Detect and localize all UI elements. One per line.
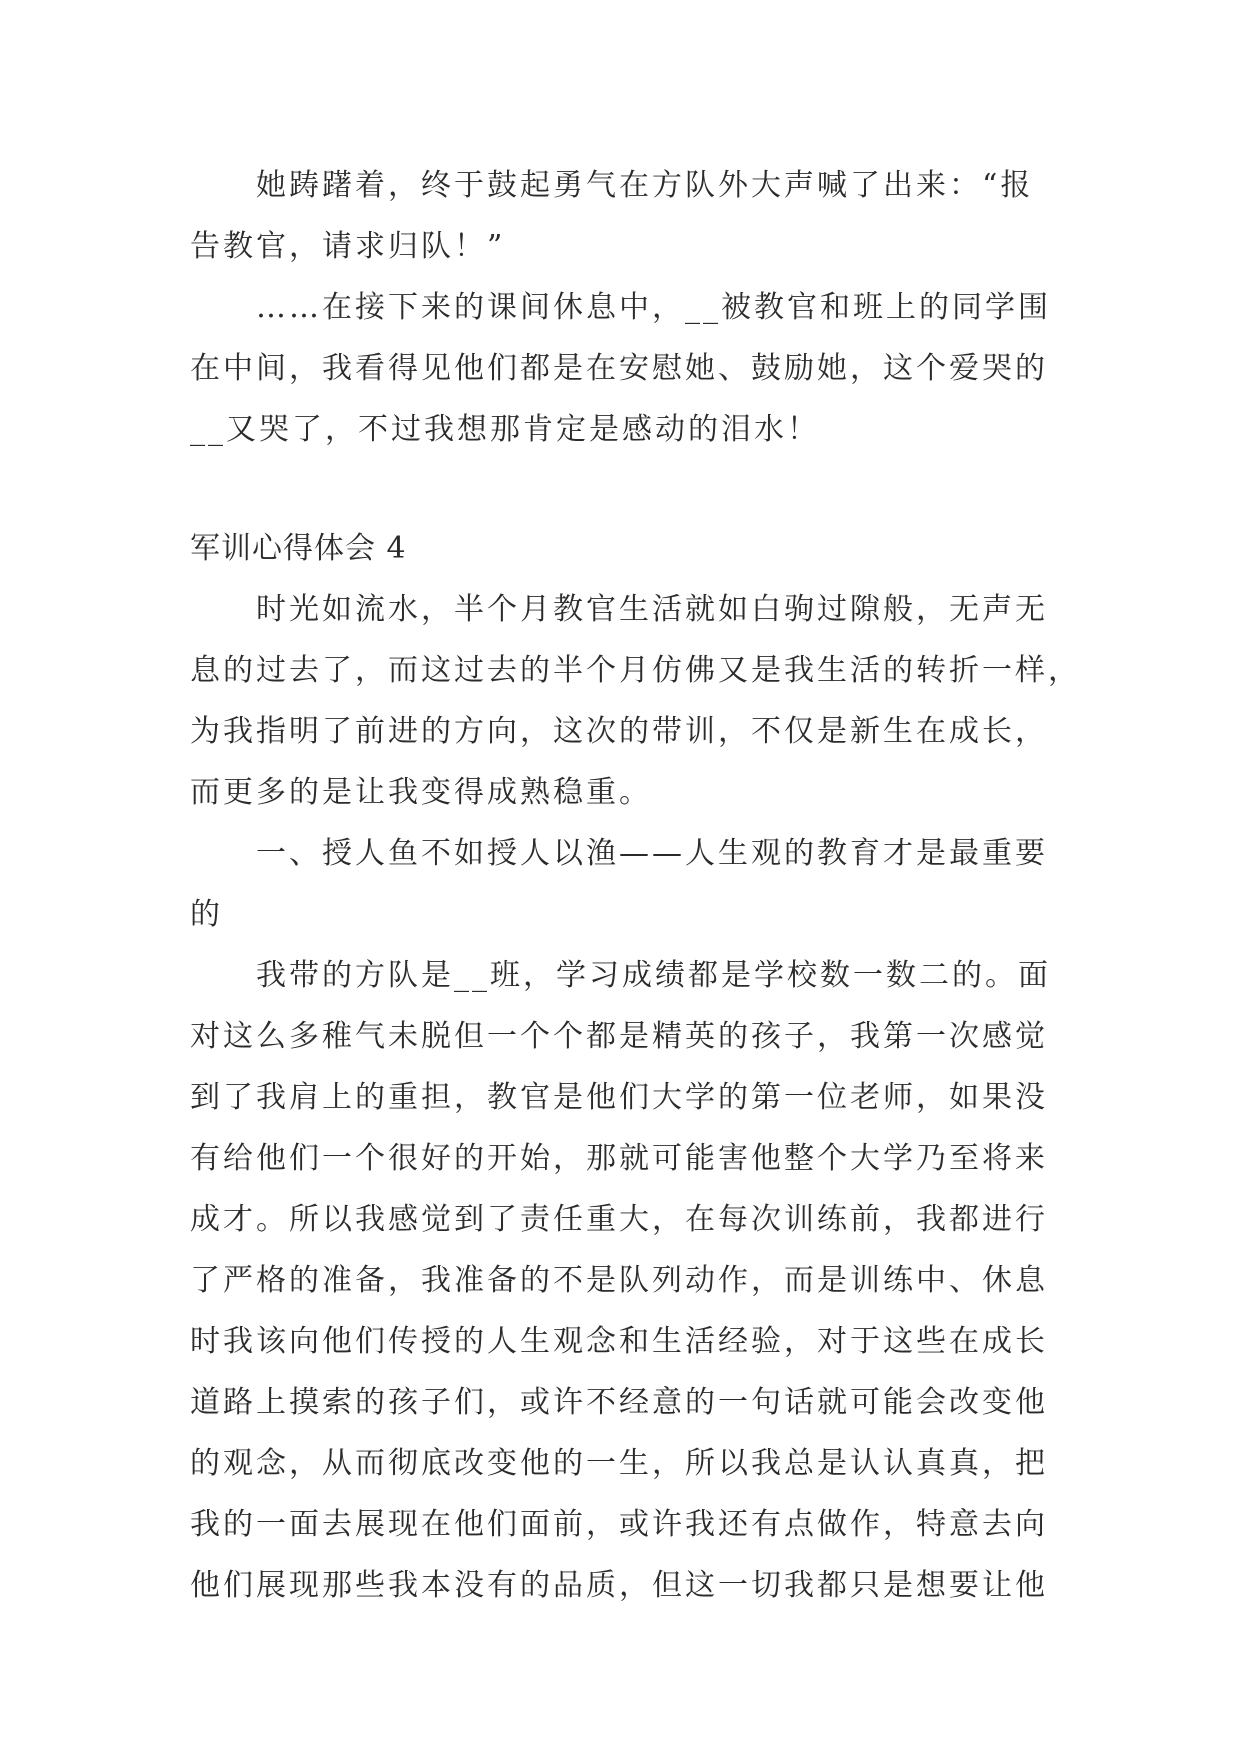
text-line: 到了我肩上的重担，教官是他们大学的第一位老师，如果没 [190,1080,1048,1115]
text-line: 了严格的准备，我准备的不是队列动作，而是训练中、休息 [190,1263,1048,1298]
text-line: 成才。所以我感觉到了责任重大，在每次训练前，我都进行 [190,1202,1048,1237]
text-line: 时我该向他们传授的人生观念和生活经验，对于这些在成长 [190,1324,1048,1359]
text-line: 一、授人鱼不如授人以渔——人生观的教育才是最重要 [256,836,1048,871]
text-line: 为我指明了前进的方向，这次的带训，不仅是新生在成长， [190,714,1048,749]
text-line: 息的过去了，而这过去的半个月仿佛又是我生活的转折一样， [190,653,1081,688]
document-body [190,155,1081,1616]
paragraph-1 [190,155,1060,277]
text-line: 道路上摸索的孩子们，或许不经意的一句话就可能会改变他 [190,1385,1048,1420]
paragraph-5 [190,945,1060,1616]
paragraph-2 [190,277,1060,460]
paragraph-3 [190,579,1081,823]
text-line: 他们展现那些我本没有的品质，但这一切我都只是想要让他 [190,1568,1048,1603]
text-line: 她踌躇着，终于鼓起勇气在方队外大声喊了出来：“报 [256,168,1034,203]
text-line: 的 [190,897,223,932]
text-line: 对这么多稚气未脱但一个个都是精英的孩子，我第一次感觉 [190,1019,1048,1054]
text-line: __又哭了，不过我想那肯定是感动的泪水！ [190,412,820,447]
section-heading: 军训心得体会 4 [190,531,407,566]
text-line: ……在接下来的课间休息中，__被教官和班上的同学围 [256,290,1051,325]
text-line: 的观念，从而彻底改变他的一生，所以我总是认认真真，把 [190,1446,1048,1481]
paragraph-4 [190,823,1060,945]
text-line: 我带的方队是__班，学习成绩都是学校数一数二的。面 [256,958,1051,993]
text-line: 在中间，我看得见他们都是在安慰她、鼓励她，这个爱哭的 [190,351,1048,386]
text-line: 而更多的是让我变得成熟稳重。 [190,775,652,810]
text-line: 我的一面去展现在他们面前，或许我还有点做作，特意去向 [190,1507,1048,1542]
text-line: 告教官，请求归队！” [190,229,506,264]
text-line: 时光如流水，半个月教官生活就如白驹过隙般，无声无 [256,592,1048,627]
text-line: 有给他们一个很好的开始，那就可能害他整个大学乃至将来 [190,1141,1048,1176]
